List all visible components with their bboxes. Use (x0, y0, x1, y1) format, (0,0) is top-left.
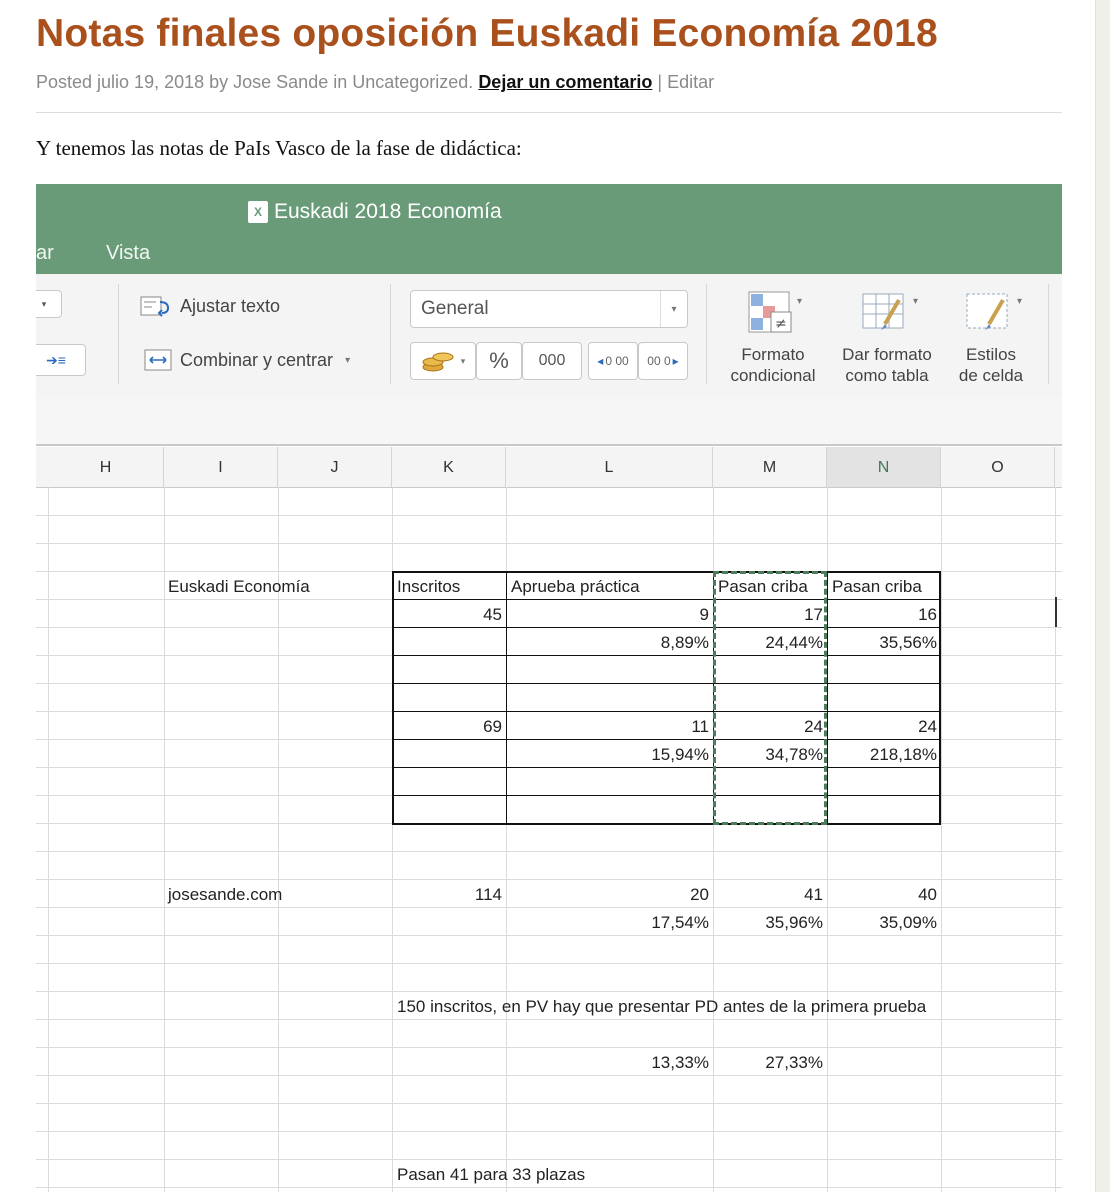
cell-k-s1[interactable]: 114 (474, 885, 502, 904)
wrap-text-label: Ajustar texto (180, 295, 281, 316)
svg-text:≠: ≠ (775, 316, 787, 332)
currency-format-button[interactable] (410, 342, 476, 380)
cell-l-r4[interactable]: 15,94% (651, 745, 709, 764)
column-header-m[interactable]: M (713, 447, 827, 487)
table-line (394, 655, 939, 656)
table-line (394, 711, 939, 712)
merge-center-label: Combinar y centrar (180, 349, 334, 370)
cell-l-s2[interactable]: 17,54% (651, 913, 709, 932)
tab-vista[interactable]: Vista (106, 242, 151, 264)
svg-text:▾: ▾ (1017, 296, 1023, 307)
increase-decimal-button[interactable] (588, 342, 638, 380)
table-line (394, 599, 939, 600)
chevron-down-icon[interactable]: ▾ (345, 354, 351, 366)
cell-l-p[interactable]: 13,33% (651, 1053, 709, 1072)
column-header-k[interactable]: K (392, 447, 506, 487)
conditional-format-icon (747, 290, 803, 338)
cell-m-s1[interactable]: 41 (804, 885, 823, 904)
gridline (36, 851, 1062, 852)
ribbon-separator (118, 284, 119, 384)
window-title-text: Euskadi 2018 Economía (274, 200, 502, 223)
cell-n-r4[interactable]: 218,18% (869, 745, 937, 764)
excel-screenshot (36, 184, 1062, 1192)
gridline (36, 1103, 1062, 1104)
gridline (1055, 487, 1056, 1192)
table-line (394, 627, 939, 628)
cell-header-pasan-criba-n[interactable]: Pasan criba (832, 577, 922, 596)
gridline (941, 487, 942, 1192)
conditional-format-button[interactable] (718, 290, 828, 386)
sheet-grid[interactable] (36, 487, 1062, 1192)
gridline (36, 1019, 1062, 1020)
cell-l-r1[interactable]: 9 (699, 605, 709, 624)
post-meta (36, 72, 714, 93)
percent-format-button[interactable]: % (476, 342, 522, 380)
chevron-down-icon: ▾ (460, 355, 466, 366)
cell-l-s1[interactable]: 20 (690, 885, 709, 904)
cell-l-r3[interactable]: 11 (691, 717, 709, 736)
svg-text:▾: ▾ (797, 296, 803, 307)
gridline (164, 487, 165, 1192)
chevron-down-icon: ▾ (41, 298, 47, 309)
partial-dropdown[interactable] (36, 290, 62, 318)
cell-m-p[interactable]: 27,33% (765, 1053, 823, 1072)
divider (36, 112, 1062, 113)
merge-center-button[interactable] (144, 348, 350, 372)
column-header-o[interactable]: O (941, 447, 1055, 487)
cell-site-label[interactable]: josesande.com (168, 885, 283, 904)
edit-link[interactable]: Editar (667, 72, 715, 92)
gridline (36, 991, 1062, 992)
gridline (36, 515, 1062, 516)
cell-styles-label1: Estilos (965, 345, 1017, 364)
cell-n-r3[interactable]: 24 (918, 717, 937, 736)
increase-indent-icon: ➔≡ (46, 351, 66, 368)
table-line (394, 739, 939, 740)
cell-header-pasan-criba-m[interactable]: Pasan criba (718, 577, 808, 596)
conditional-format-label1: Formato (741, 345, 805, 364)
cell-m-r4[interactable]: 34,78% (765, 745, 823, 764)
cell-n-s2[interactable]: 35,09% (879, 913, 937, 932)
text-cursor (1055, 597, 1057, 627)
column-header-l[interactable]: L (506, 447, 713, 487)
column-header-i[interactable]: I (164, 447, 278, 487)
cell-m-r2[interactable]: 24,44% (765, 633, 823, 652)
format-as-table-button[interactable] (832, 290, 942, 386)
wrap-text-icon (140, 294, 174, 318)
ribbon-separator (390, 284, 391, 384)
cell-final-note[interactable]: Pasan 41 para 33 plazas (397, 1165, 586, 1184)
cell-m-r1[interactable]: 17 (804, 605, 823, 624)
table-line (394, 795, 939, 796)
format-as-table-label1: Dar formato (842, 345, 932, 364)
table-line (394, 767, 939, 768)
gridline (36, 1047, 1062, 1048)
svg-text:▾: ▾ (913, 296, 919, 307)
page-scrollbar[interactable] (1095, 0, 1110, 1192)
cell-euskadi-label[interactable]: Euskadi Economía (168, 577, 310, 596)
comment-link[interactable]: Dejar un comentario (478, 72, 653, 92)
gridline (36, 543, 1062, 544)
formula-bar[interactable] (36, 398, 1062, 446)
cell-note[interactable]: 150 inscritos, en PV hay que presentar PD antes de la primera prueba (397, 997, 927, 1016)
thousands-format-button[interactable]: 000 (522, 342, 582, 380)
number-format-value: General (421, 298, 489, 319)
column-header-j[interactable]: J (278, 447, 392, 487)
gridline (36, 907, 1062, 908)
cell-m-s2[interactable]: 35,96% (765, 913, 823, 932)
cell-styles-label2: de celda (958, 366, 1024, 385)
decrease-decimal-label: 00 0 (647, 354, 671, 368)
ribbon-separator (706, 284, 707, 384)
coins-icon (421, 347, 457, 375)
meta-separator: | (657, 72, 663, 92)
gridline (36, 1187, 1062, 1188)
decrease-decimal-button[interactable] (638, 342, 688, 380)
chevron-down-icon: ▾ (660, 291, 687, 327)
cell-k-r3[interactable]: 69 (483, 717, 502, 736)
merge-center-icon (144, 348, 174, 372)
indent-buttons[interactable] (36, 344, 86, 376)
cell-n-r2[interactable]: 35,56% (879, 633, 937, 652)
cell-m-r3[interactable]: 24 (804, 717, 823, 736)
tab-insertar-partial[interactable]: ar (36, 242, 54, 264)
gridline (36, 1159, 1062, 1160)
post-intro: Y tenemos las notas de PaIs Vasco de la fase de didáctica: (36, 136, 522, 160)
gridline (36, 1131, 1062, 1132)
gridline (36, 935, 1062, 936)
conditional-format-label2: condicional (730, 366, 816, 385)
cell-header-aprueba[interactable]: Aprueba práctica (511, 577, 640, 596)
cell-styles-icon (965, 290, 1023, 338)
increase-decimal-label: 0 00 (605, 354, 629, 368)
number-format-select[interactable] (410, 290, 688, 328)
increase-decimal-icon: ◂ (597, 354, 604, 368)
decrease-decimal-icon: ▸ (672, 354, 679, 368)
format-as-table-label2: como tabla (845, 366, 929, 385)
gridline (36, 879, 1062, 880)
gridline (36, 1075, 1062, 1076)
cell-header-inscritos[interactable]: Inscritos (397, 577, 461, 596)
gridline (36, 963, 1062, 964)
ribbon-separator (1048, 284, 1049, 384)
column-header-row (36, 447, 1062, 488)
cell-n-r1[interactable]: 16 (918, 605, 937, 624)
cell-styles-button[interactable] (938, 290, 1044, 386)
excel-titlebar (36, 184, 1062, 274)
ribbon (36, 274, 1062, 399)
cell-n-s1[interactable]: 40 (918, 885, 937, 904)
column-header-n[interactable]: N (827, 447, 941, 487)
gridline (48, 487, 49, 1192)
cell-k-r1[interactable]: 45 (483, 605, 502, 624)
column-header-h[interactable]: H (48, 447, 164, 487)
format-table-icon (861, 290, 919, 338)
excel-file-icon: X (248, 201, 268, 223)
table-line (394, 683, 939, 684)
cell-l-r2[interactable]: 8,89% (660, 633, 709, 652)
post-title: Notas finales oposición Euskadi Economía 2018 (36, 12, 938, 55)
post-meta-text: Posted julio 19, 2018 by Jose Sande in Uncategorized. (36, 72, 474, 92)
wrap-text-button[interactable] (140, 294, 280, 318)
window-title (248, 200, 502, 224)
